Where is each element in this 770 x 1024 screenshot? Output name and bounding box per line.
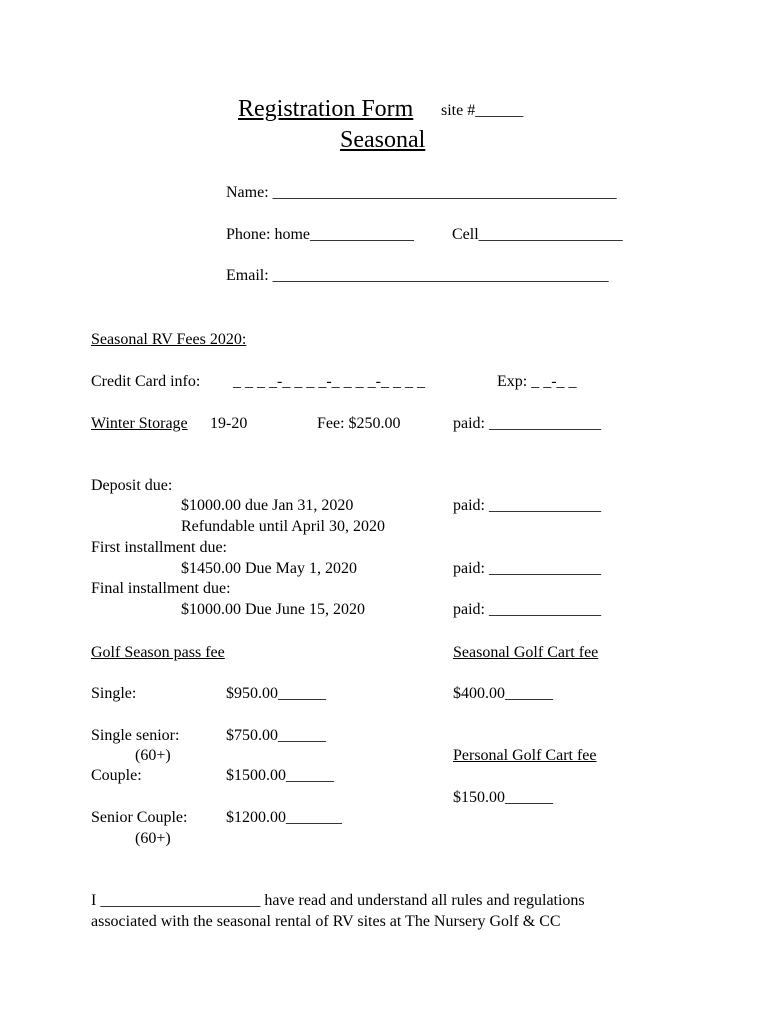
phone-cell-field: Cell__________________ — [452, 226, 623, 243]
single-price: $950.00______ — [226, 685, 326, 702]
deposit-label: Deposit due: — [91, 477, 173, 494]
final-installment-label: Final installment due: — [91, 580, 231, 597]
couple-price: $1500.00______ — [226, 767, 334, 784]
golf-cart-heading: Seasonal Golf Cart fee — [453, 644, 599, 661]
agreement-line-1: I ____________________ have read and understand all rules and regulations — [91, 892, 585, 909]
site-number-field: site #______ — [441, 102, 524, 119]
credit-card-label: Credit Card info: — [91, 373, 201, 390]
phone-home-field: Phone: home_____________ — [226, 226, 414, 243]
winter-storage-label: Winter Storage — [91, 415, 188, 432]
winter-storage-fee: Fee: $250.00 — [317, 415, 401, 432]
form-title: Registration Form — [238, 96, 414, 122]
single-senior-label: Single senior: — [91, 727, 180, 744]
golf-cart-price: $400.00______ — [453, 685, 553, 702]
golf-pass-heading: Golf Season pass fee — [91, 644, 225, 661]
first-installment-paid: paid: ______________ — [453, 560, 601, 577]
senior-couple-age: (60+) — [135, 830, 171, 847]
single-senior-price: $750.00______ — [226, 727, 326, 744]
expiry-field: Exp: _ _-_ _ — [497, 373, 577, 390]
deposit-refund-note: Refundable until April 30, 2020 — [181, 518, 385, 535]
single-senior-age: (60+) — [135, 747, 171, 764]
deposit-amount: $1000.00 due Jan 31, 2020 — [181, 497, 354, 514]
agreement-line-2: associated with the seasonal rental of RV sites at The Nursery Golf & CC — [91, 913, 561, 930]
final-installment-amount: $1000.00 Due June 15, 2020 — [181, 601, 365, 618]
name-field: Name: ___________________________________________ — [226, 184, 617, 201]
couple-label: Couple: — [91, 767, 142, 784]
first-installment-amount: $1450.00 Due May 1, 2020 — [181, 560, 357, 577]
senior-couple-price: $1200.00_______ — [226, 809, 342, 826]
email-field: Email: __________________________________________ — [226, 267, 609, 284]
senior-couple-label: Senior Couple: — [91, 809, 188, 826]
form-subtitle: Seasonal — [340, 127, 426, 153]
personal-cart-heading: Personal Golf Cart fee — [453, 747, 597, 764]
personal-cart-price: $150.00______ — [453, 789, 553, 806]
fees-heading: Seasonal RV Fees 2020: — [91, 331, 247, 348]
final-installment-paid: paid: ______________ — [453, 601, 601, 618]
first-installment-label: First installment due: — [91, 539, 227, 556]
deposit-paid: paid: ______________ — [453, 497, 601, 514]
credit-card-blanks: _ _ _ _-_ _ _ _-_ _ _ _-_ _ _ _ — [233, 373, 425, 390]
single-label: Single: — [91, 685, 137, 702]
winter-storage-years: 19-20 — [210, 415, 248, 432]
winter-storage-paid: paid: ______________ — [453, 415, 601, 432]
